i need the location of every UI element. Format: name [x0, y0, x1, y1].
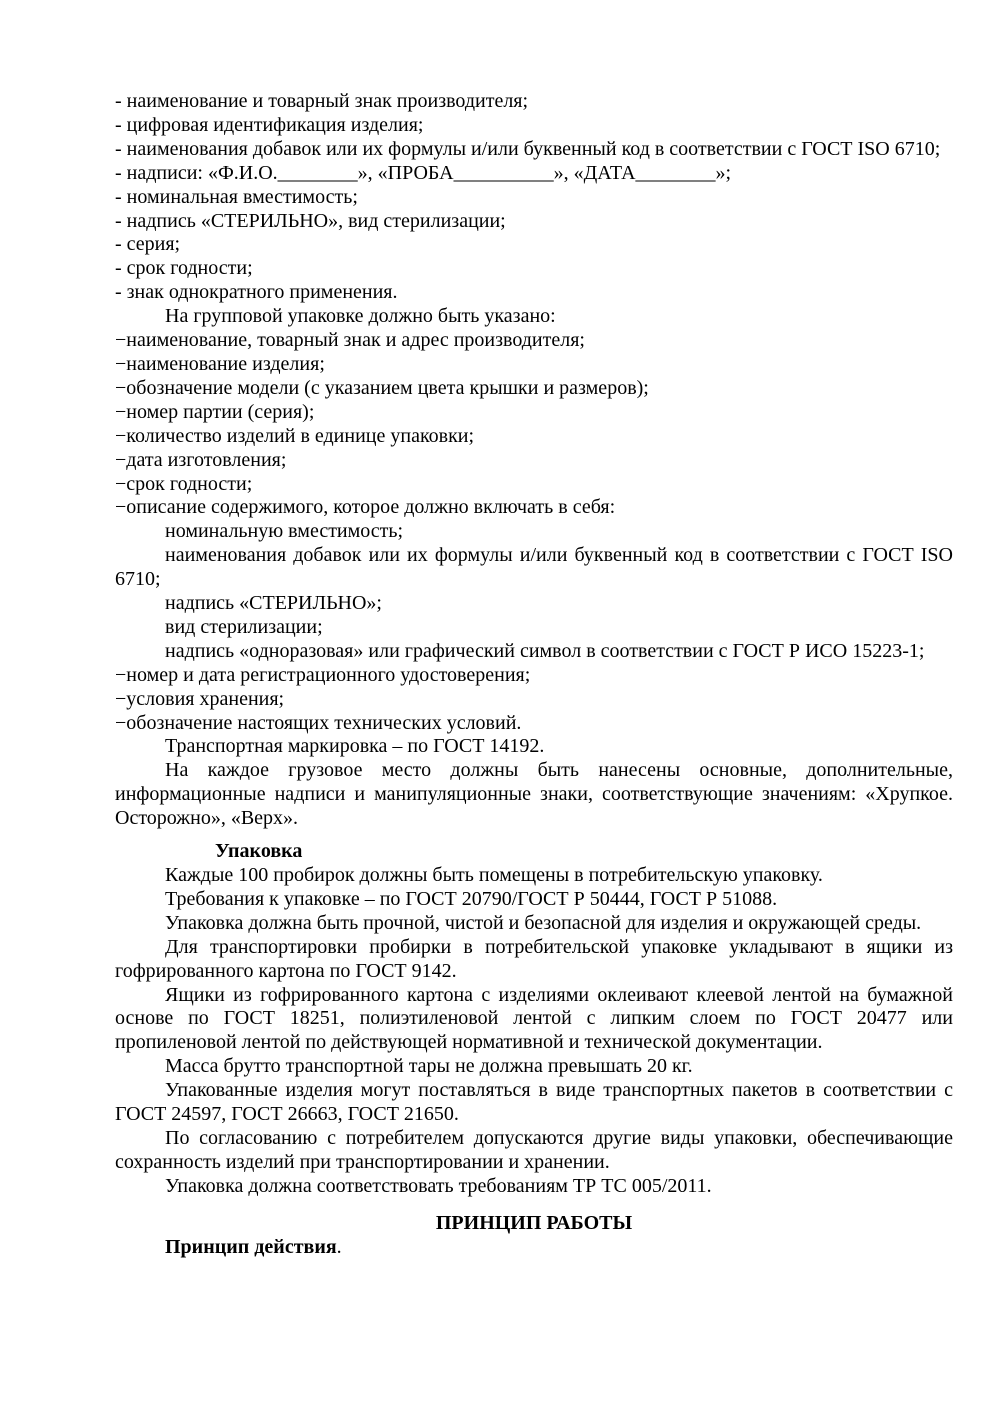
- sub-list-item: наименования добавок или их формулы и/или буквенный код в соответствии с ГОСТ ISO 6710;: [115, 544, 953, 591]
- list-item-dash: −обозначение настоящих технических условий.: [115, 711, 522, 734]
- list-item-hyphen: - наименования добавок или их формулы и/или буквенный код в соответствии с ГОСТ ISO 6710;: [115, 137, 941, 160]
- list-item-dash: −номер и дата регистрационного удостоверения;: [115, 663, 531, 686]
- bold-lead-paragraph: [115, 1236, 953, 1260]
- sub-list-item: надпись «одноразовая» или графический символ в соответствии с ГОСТ Р ИСО 15223-1;: [165, 639, 925, 662]
- sub-list-item: надпись «СТЕРИЛЬНО»;: [165, 592, 382, 615]
- list-item-dash: −номер партии (серия);: [115, 400, 315, 423]
- list-item-hyphen: - номинальная вместимость;: [115, 185, 358, 208]
- sub-list-item: номинальную вместимость;: [165, 520, 404, 543]
- paragraph: На каждое грузовое место должны быть нанесены основные, дополнительные, информационные надписи и манипуляционные знаки, соответствующие значениям: «Хрупкое. Осторожно», «Верх».: [115, 759, 953, 830]
- paragraph: Упаковка должна быть прочной, чистой и безопасной для изделия и окружающей среды.: [165, 911, 922, 934]
- paragraph: На групповой упаковке должно быть указано:: [165, 305, 556, 328]
- paragraph: Каждые 100 пробирок должны быть помещены в потребительскую упаковку.: [165, 864, 823, 886]
- list-item-hyphen: - надписи: «Ф.И.О.________», «ПРОБА__________», «ДАТА________»;: [115, 161, 732, 184]
- paragraph: По согласованию с потребителем допускаются другие виды упаковки, обеспечивающие сохранность изделий при транспортировании и хранении.: [115, 1126, 953, 1173]
- list-item-dash: −дата изготовления;: [115, 448, 287, 471]
- list-item-hyphen: - серия;: [115, 233, 181, 256]
- list-item-dash: −описание содержимого, которое должно включать в себя:: [115, 496, 616, 519]
- list-item-hyphen: - знак однократного применения.: [115, 281, 398, 304]
- paragraph: Для транспортировки пробирки в потребительской упаковке укладывают в ящики из гофрированного картона по ГОСТ 9142.: [115, 935, 953, 982]
- bold-lead-tail: .: [336, 1235, 342, 1258]
- list-item-dash: −количество изделий в единице упаковки;: [115, 424, 475, 447]
- list-item-dash: −наименование изделия;: [115, 352, 325, 375]
- list-item-dash: −обозначение модели (с указанием цвета крышки и размеров);: [115, 376, 649, 399]
- bold-lead-text: Принцип действия: [165, 1235, 337, 1258]
- paragraph: Транспортная маркировка – по ГОСТ 14192.: [165, 735, 545, 758]
- paragraph: Ящики из гофрированного картона с изделиями оклеивают клеевой лентой на бумажной основе по ГОСТ 18251, полиэтиленовой лентой с липким слоем по ГОСТ 20477 или пропиленовой лентой по действующей нормативной и технической документации.: [115, 983, 953, 1054]
- section-heading-princip-raboty: ПРИНЦИП РАБОТЫ: [435, 1211, 633, 1234]
- paragraph: Упакованные изделия могут поставляться в виде транспортных пакетов в соответствии с ГОСТ 24597, ГОСТ 26663, ГОСТ 21650.: [115, 1079, 953, 1126]
- list-item-dash: −условия хранения;: [115, 687, 285, 710]
- list-item-hyphen: - надпись «СТЕРИЛЬНО», вид стерилизации;: [115, 209, 506, 232]
- paragraph: Упаковка должна соответствовать требованиям ТР ТС 005/2011.: [165, 1174, 712, 1197]
- section-heading-upakovka: Упаковка: [215, 840, 303, 863]
- paragraph: Требования к упаковке – по ГОСТ 20790/ГОСТ Р 50444, ГОСТ Р 51088.: [165, 887, 778, 910]
- sub-list-item: вид стерилизации;: [165, 615, 323, 638]
- list-item-dash: −срок годности;: [115, 472, 253, 495]
- list-item-dash: −наименование, товарный знак и адрес производителя;: [115, 329, 585, 352]
- paragraph: Масса брутто транспортной тары не должна превышать 20 кг.: [165, 1055, 693, 1078]
- list-item-hyphen: - наименование и товарный знак производителя;: [115, 90, 529, 112]
- list-item-hyphen: - срок годности;: [115, 257, 253, 280]
- list-item-hyphen: - цифровая идентификация изделия;: [115, 113, 424, 136]
